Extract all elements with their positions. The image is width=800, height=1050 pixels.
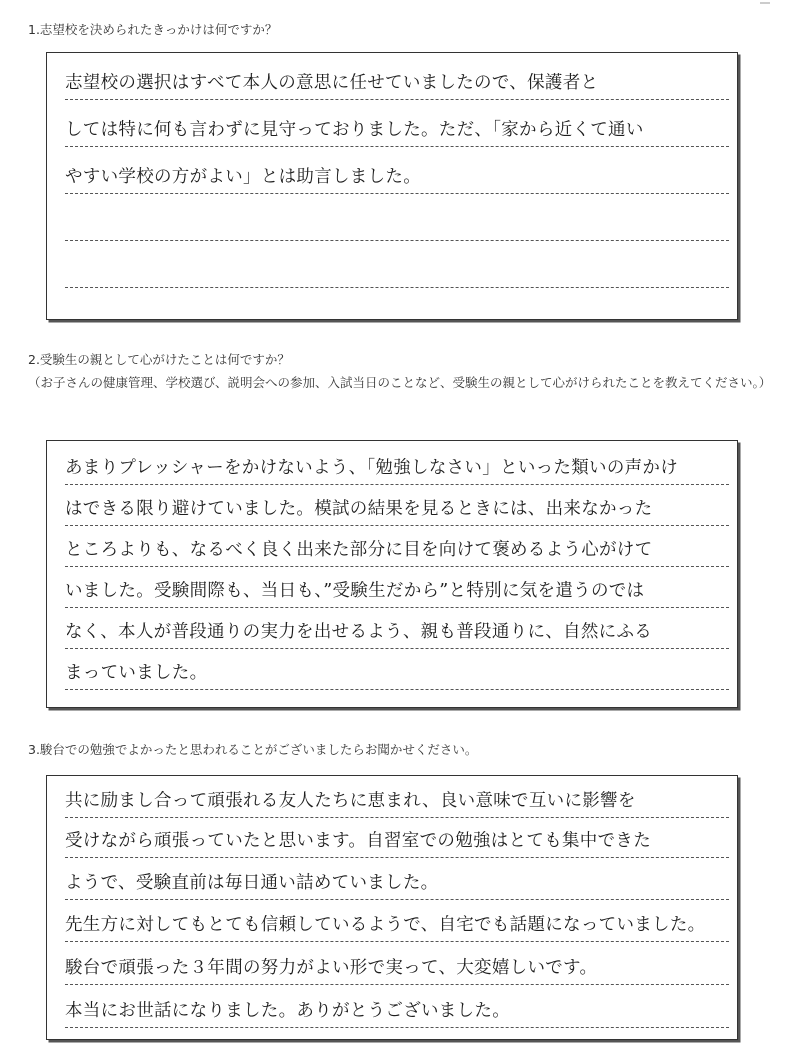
- question-1-heading: [28, 18, 778, 41]
- answer-2-line-3: ところよりも、なるべく良く出来た部分に目を向けて褒めるよう心がけて: [65, 533, 729, 567]
- answer-3-line-6: 本当にお世話になりました。ありがとうございました。: [65, 994, 729, 1028]
- scan-mark: [760, 2, 770, 4]
- answer-box-1: [46, 52, 738, 320]
- answer-2-line-2: はできる限り避けていました。模試の結果を見るときには、出来なかった: [65, 492, 729, 526]
- answer-2-line-6: まっていました。: [65, 656, 729, 690]
- question-2-heading: [28, 348, 778, 394]
- answer-2-line-1: あまりプレッシャーをかけないよう、「勉強しなさい」といった類いの声かけ: [65, 451, 729, 485]
- question-2-subtext: （お子さんの健康管理、学校選び、説明会への参加、入試当日のことなど、受験生の親として心がけられたことを教えてください。）: [28, 375, 772, 390]
- answer-2-line-5: なく、本人が普段通りの実力を出せるよう、親も普段通りに、自然にふる: [65, 615, 729, 649]
- answer-3-line-2: 受けながら頑張っていたと思います。自習室での勉強はとても集中できた: [65, 824, 729, 858]
- answer-1-line-4: [65, 207, 729, 241]
- answer-1-line-5: [65, 254, 729, 288]
- question-3-text: 3.駿台での勉強でよかったと思われることがございましたらお聞かせください。: [28, 742, 478, 757]
- answer-1-line-1: 志望校の選択はすべて本人の意思に任せていましたので、保護者と: [65, 66, 729, 100]
- question-3-heading: [28, 738, 778, 761]
- answer-box-3: [46, 775, 738, 1040]
- question-2-text: 2.受験生の親として心がけたことは何ですか？: [28, 352, 290, 367]
- answer-3-line-3: ようで、受験直前は毎日通い詰めていました。: [65, 866, 729, 900]
- answer-3-line-4: 先生方に対してもとても信頼しているようで、自宅でも話題になっていました。: [65, 908, 729, 942]
- question-1-text: 1.志望校を決められたきっかけは何ですか？: [28, 22, 278, 37]
- answer-2-line-4: いました。受験間際も、当日も、”受験生だから”と特別に気を遣うのでは: [65, 574, 729, 608]
- answer-1-line-3: やすい学校の方がよい」とは助言しました。: [65, 160, 729, 194]
- answer-1-line-2: しては特に何も言わずに見守っておりました。ただ、「家から近くて通い: [65, 113, 729, 147]
- answer-3-line-5: 駿台で頑張った３年間の努力がよい形で実って、大変嬉しいです。: [65, 951, 729, 985]
- answer-box-2: [46, 440, 738, 708]
- answer-3-line-1: 共に励まし合って頑張れる友人たちに恵まれ、良い意味で互いに影響を: [65, 784, 729, 818]
